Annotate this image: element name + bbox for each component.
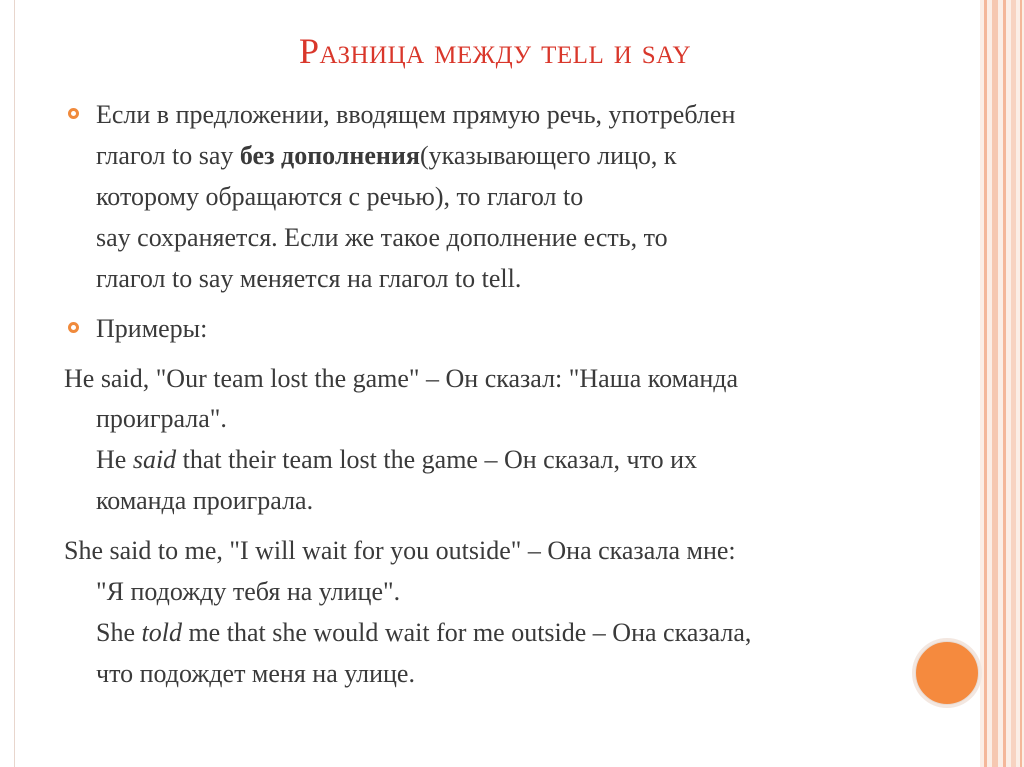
bullet-2-label: Примеры: <box>96 314 208 343</box>
slide-title: Разница между tell и say <box>298 31 691 71</box>
stripe <box>992 0 998 767</box>
example-2-line-3-pre: She <box>96 618 142 647</box>
example-1-line-3-post: that their team lost the game – Он сказал, что их <box>176 445 697 474</box>
bullet-1-line-2-post: (указывающего лицо, к <box>419 141 677 170</box>
ring-bullet-icon <box>68 108 79 119</box>
example-2-italic-word: told <box>141 618 182 647</box>
bullet-1-line-2-pre: глагол to say <box>96 141 240 170</box>
bullet-1-line-2 <box>96 135 677 176</box>
example-2-line-3-post: me that she would wait for me outside – Она сказала, <box>181 618 752 647</box>
stripe <box>1020 0 1022 767</box>
example-1-line-2: проиграла". <box>96 404 227 433</box>
example-1-italic-word: said <box>132 445 177 474</box>
bullet-1-line-1: Если в предложении, вводящем прямую речь, употреблен <box>96 100 736 129</box>
example-2-line-2: "Я подожду тебя на улице". <box>96 577 401 606</box>
stripe <box>1003 0 1006 767</box>
stripe <box>984 0 987 767</box>
example-1-line-3 <box>96 439 697 480</box>
bullet-1-line-5: глагол to say меняется на глагол to tell. <box>96 264 522 293</box>
example-1-line-1: He said, "Our team lost the game" – Он сказал: "Наша команда <box>64 364 739 393</box>
orange-circle-decoration <box>915 641 979 705</box>
bullet-1-bold-phrase: без дополнения <box>239 141 420 170</box>
bullet-1-line-3: которому обращаются с речью), то глагол to <box>96 182 584 211</box>
example-2-line-1: She said to me, "I will wait for you outside" – Она сказала мне: <box>64 536 736 565</box>
example-2-line-4: что подождет меня на улице. <box>96 659 415 688</box>
decorative-stripes <box>980 0 1024 767</box>
example-2-line-3 <box>96 612 751 653</box>
ring-bullet-icon <box>68 322 79 333</box>
bullet-1-line-4: say сохраняется. Если же такое дополнение есть, то <box>96 223 668 252</box>
example-1-line-3-pre: He <box>96 445 133 474</box>
stripe <box>1011 0 1016 767</box>
example-1-line-4: команда проиграла. <box>96 486 314 515</box>
